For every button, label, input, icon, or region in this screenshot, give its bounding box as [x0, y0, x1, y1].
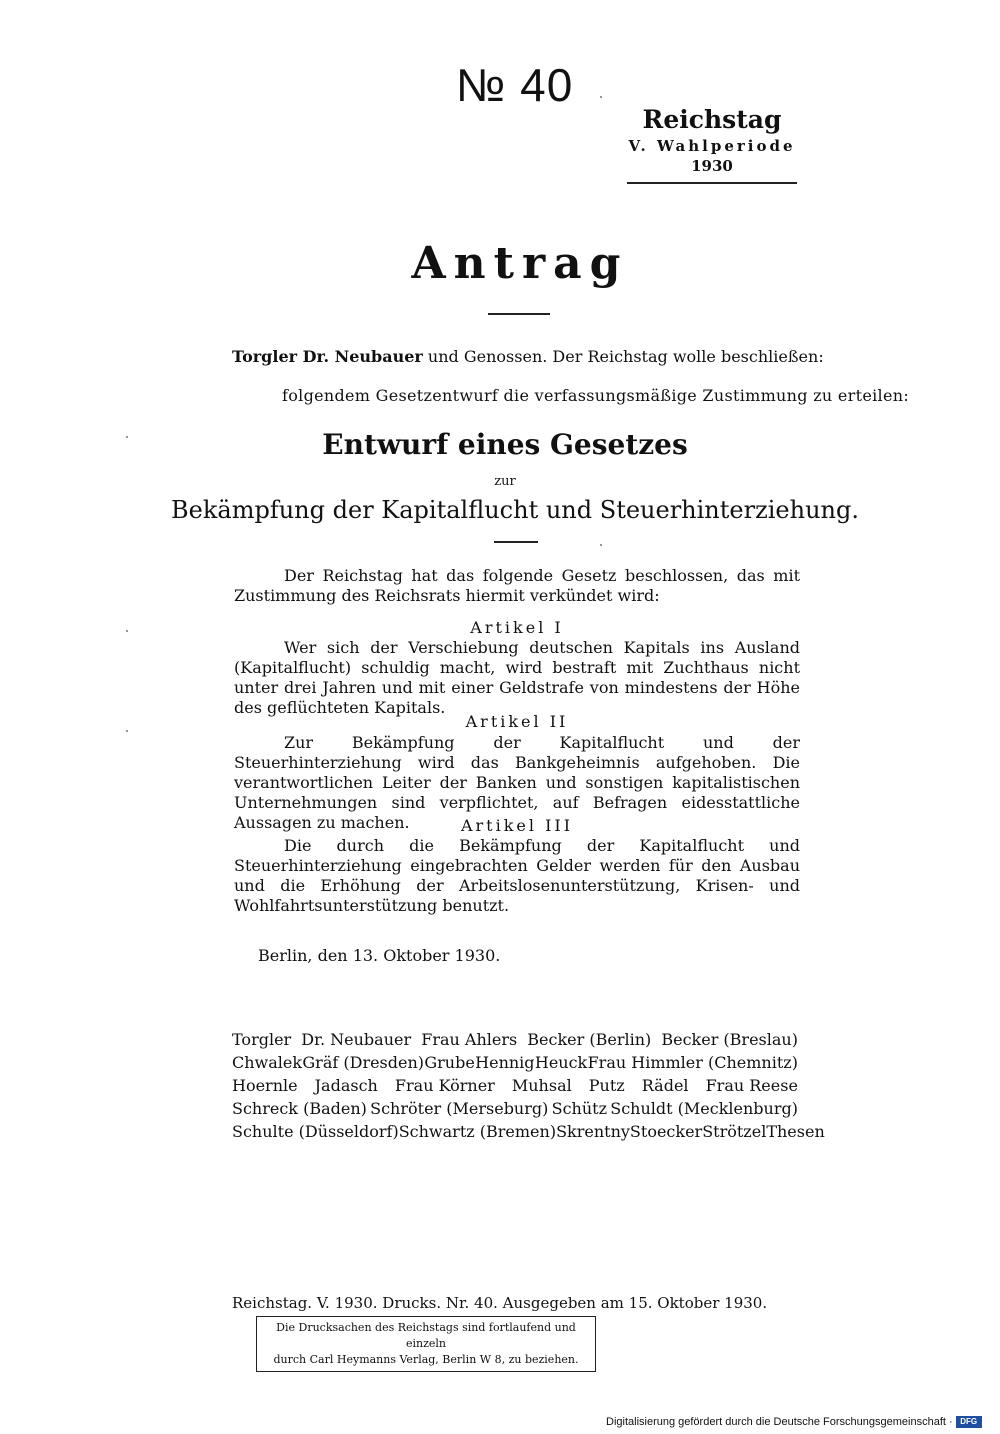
signatory: Chwalek — [232, 1053, 303, 1072]
signatory-row-1 — [232, 1028, 798, 1051]
reichstag-title: Reichstag — [642, 105, 782, 134]
signatory: Putz — [588, 1076, 625, 1095]
signatory: Schreck (Baden) — [232, 1099, 367, 1118]
signatory: Becker (Berlin) — [527, 1030, 652, 1049]
scan-speck — [600, 96, 602, 98]
dfg-logo-icon: DFG — [956, 1416, 982, 1428]
signatory: Skrentny — [556, 1122, 630, 1141]
document-number: № 40 — [456, 59, 574, 111]
article-3-heading: Artikel III — [460, 816, 574, 835]
draft-divider — [494, 541, 538, 543]
signatory: Muhsal — [511, 1076, 572, 1095]
draft-zur: zur — [494, 474, 516, 489]
signatory: Torgler — [232, 1030, 292, 1049]
signatory: Stoecker — [629, 1122, 703, 1141]
reichstag-header — [626, 104, 798, 184]
draft-subject: Bekämpfung der Kapitalflucht und Steuerhinterziehung. — [171, 496, 859, 524]
preamble — [234, 566, 800, 606]
reichstag-period: V. Wahlperiode — [628, 137, 796, 155]
signatory: Strötzel — [702, 1122, 767, 1141]
intro-line-1-rest: und Genossen. Der Reichstag wolle beschließen: — [427, 347, 824, 366]
signatory-row-4 — [232, 1097, 798, 1120]
signatory-row-2 — [232, 1051, 798, 1074]
article-1-heading: Artikel I — [470, 618, 564, 637]
publisher-notice-line-1: Die Drucksachen des Reichstags sind fortlaufend und einzeln — [276, 1321, 576, 1350]
title-divider — [488, 313, 550, 315]
intro-names: Torgler Dr. Neubauer — [232, 347, 423, 366]
signatory: Schütz — [551, 1099, 607, 1118]
signatory: Frau Himmler (Chemnitz) — [587, 1053, 798, 1072]
document-title: Antrag — [411, 238, 629, 289]
signatory: Schuldt (Mecklenburg) — [610, 1099, 798, 1118]
scan-speck — [126, 730, 128, 732]
signatory: Schwartz (Bremen) — [398, 1122, 557, 1141]
scan-speck — [600, 544, 602, 546]
reichstag-year: 1930 — [691, 157, 733, 175]
signatory: Schröter (Merseburg) — [370, 1099, 549, 1118]
signatory-row-3 — [232, 1074, 798, 1097]
scan-speck — [126, 630, 128, 632]
signatory: Hoernle — [232, 1076, 298, 1095]
signatory: Rädel — [641, 1076, 689, 1095]
article-2-text: Zur Bekämpfung der Kapitalflucht und der Steuerhinterziehung wird das Bankgeheimnis aufgehoben. Die verantwortlichen Leiter der Banken und sonstigen kapitalistischen Unternehmungen sind verpflichtet, auf Befragen eidesstattliche Aussagen zu machen. — [234, 733, 800, 832]
reichstag-rule — [627, 182, 797, 184]
signatory: Frau Ahlers — [421, 1030, 518, 1049]
signatory: Hennig — [475, 1053, 535, 1072]
signatory: Frau Körner — [394, 1076, 495, 1095]
article-2-heading: Artikel II — [465, 712, 569, 731]
preamble-text: Der Reichstag hat das folgende Gesetz beschlossen, das mit Zustimmung des Reichsrats hiermit verkündet wird: — [234, 566, 800, 605]
article-3-body — [234, 836, 800, 916]
article-1-text: Wer sich der Verschiebung deutschen Kapitals ins Ausland (Kapitalflucht) schuldig macht, wird bestraft mit Zuchthaus nicht unter drei Jahren und mit einer Geldstrafe von mindestens der Höhe des geflüchteten Kapitals. — [234, 638, 800, 717]
publisher-notice-box — [256, 1316, 596, 1372]
dfg-credit — [606, 1416, 982, 1428]
signatory: Schulte (Düsseldorf) — [232, 1122, 399, 1141]
signatory: Thesen — [766, 1122, 825, 1141]
intro-line-2: folgendem Gesetzentwurf die verfassungsmäßige Zustimmung zu erteilen: — [282, 386, 910, 405]
article-1-body — [234, 638, 800, 718]
signatory: Dr. Neubauer — [301, 1030, 412, 1049]
signatory: Grube — [424, 1053, 475, 1072]
publisher-notice-line-2: durch Carl Heymanns Verlag, Berlin W 8, zu beziehen. — [273, 1353, 579, 1366]
dfg-credit-text: Digitalisierung gefördert durch die Deutsche Forschungsgemeinschaft · — [606, 1416, 953, 1428]
draft-heading: Entwurf eines Gesetzes — [322, 428, 688, 461]
signatory: Frau Reese — [705, 1076, 798, 1095]
signatory: Becker (Breslau) — [661, 1030, 798, 1049]
print-footer: Reichstag. V. 1930. Drucks. Nr. 40. Ausgegeben am 15. Oktober 1930. — [232, 1294, 768, 1312]
signatory: Jadasch — [314, 1076, 378, 1095]
dateline: Berlin, den 13. Oktober 1930. — [258, 946, 501, 965]
signatory: Heuck — [534, 1053, 588, 1072]
intro-line-1 — [232, 347, 824, 366]
article-3-text: Die durch die Bekämpfung der Kapitalflucht und Steuerhinterziehung eingebrachten Gelder werden für den Ausbau und die Erhöhung der Arbeitslosenunterstützung, Krisen- und Wohlfahrtsunterstützung benutzt. — [234, 836, 800, 915]
signatory-row-5 — [232, 1120, 825, 1143]
scan-speck — [126, 436, 128, 438]
signatory: Gräf (Dresden) — [302, 1053, 425, 1072]
